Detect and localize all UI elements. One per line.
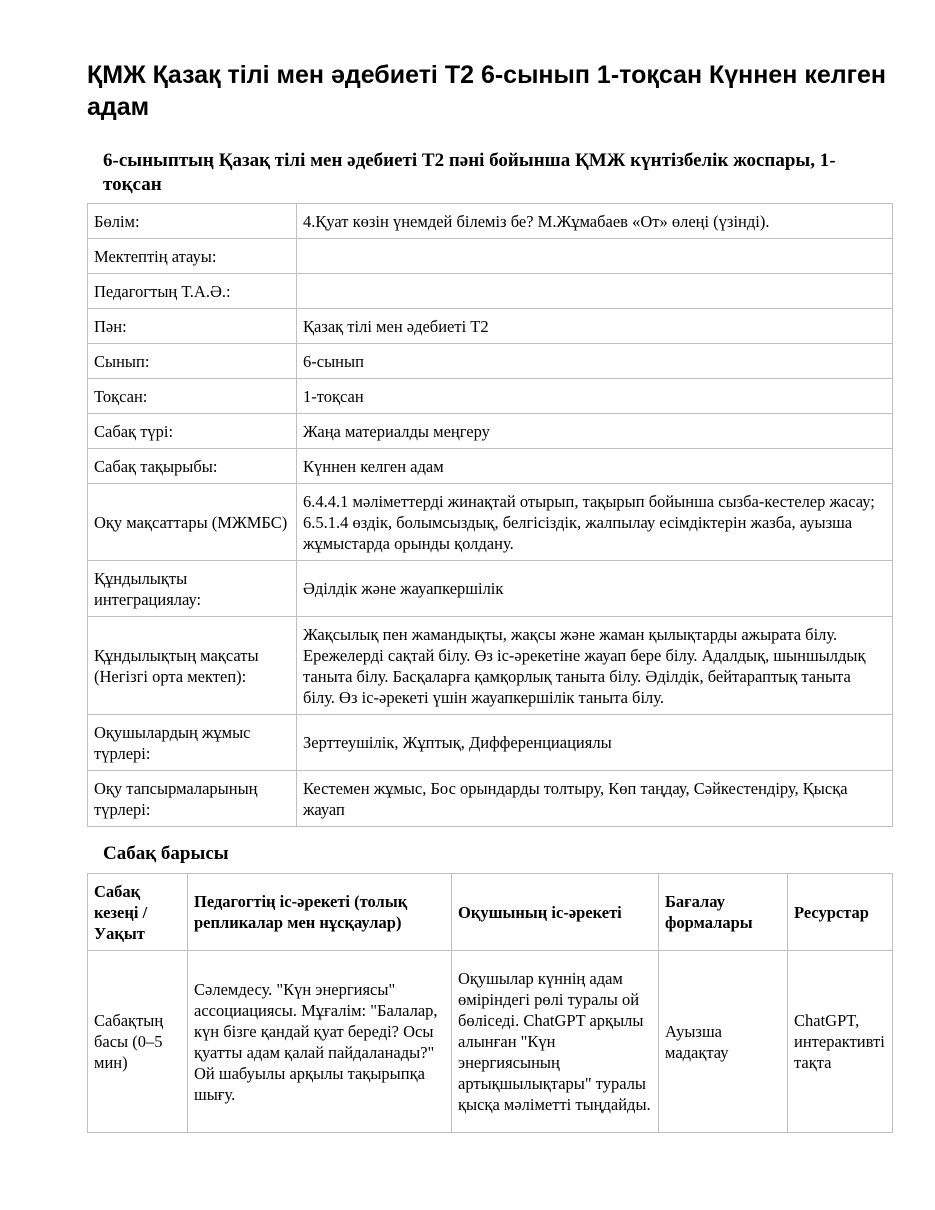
info-key: Құндылықты интеграциялау:: [88, 561, 297, 617]
table-row: [88, 715, 893, 771]
table-cell: Сәлемдесу. "Күн энергиясы" ассоциациясы. Мұғалім: "Балалар, күн бізге қандай қуат береді? Осы қуатты адам қалай пайдаланады?" Ой шабуылы арқылы тақырыпқа шығу.: [188, 951, 452, 1133]
column-header: Оқушының іс-әрекеті: [452, 874, 659, 951]
page-title: ҚМЖ Қазақ тілі мен әдебиеті Т2 6-сынып 1-тоқсан Күннен келген адам: [87, 61, 887, 121]
info-key: Оқушылардың жұмыс түрлері:: [88, 715, 297, 771]
info-key: Педагогтың Т.А.Ә.:: [88, 274, 297, 309]
column-header: Сабақ кезеңі / Уақыт: [88, 874, 188, 951]
info-value: [297, 239, 893, 274]
lesson-info-table: [87, 203, 893, 827]
info-key: Мектептің атауы:: [88, 239, 297, 274]
info-key: Оқу мақсаттары (МЖМБС): [88, 484, 297, 561]
table-row: [88, 414, 893, 449]
info-value: Кестемен жұмыс, Бос орындарды толтыру, Көп таңдау, Сәйкестендіру, Қысқа жауап: [297, 771, 893, 827]
info-key: Бөлім:: [88, 204, 297, 239]
table-row: [88, 484, 893, 561]
column-header: Ресурстар: [788, 874, 893, 951]
info-key: Пән:: [88, 309, 297, 344]
table-row: [88, 561, 893, 617]
info-key: Тоқсан:: [88, 379, 297, 414]
info-key: Сабақ тақырыбы:: [88, 449, 297, 484]
column-header: Бағалау формалары: [659, 874, 788, 951]
table-row: [88, 771, 893, 827]
plan-heading: 6-сыныптың Қазақ тілі мен әдебиеті Т2 пәні бойынша ҚМЖ күнтізбелік жоспары, 1-тоқсан: [103, 150, 836, 195]
column-header: Педагогтің іс-әрекеті (толық репликалар мен нұсқаулар): [188, 874, 452, 951]
info-key: Сабақ түрі:: [88, 414, 297, 449]
table-header-row: [88, 874, 893, 951]
table-cell: ChatGPT, интерактивті тақта: [788, 951, 893, 1133]
table-row: [88, 617, 893, 715]
table-row: [88, 449, 893, 484]
info-key: Құндылықтың мақсаты (Негізгі орта мектеп):: [88, 617, 297, 715]
info-value: 6.4.4.1 мәліметтерді жинақтай отырып, тақырып бойынша сызба-кестелер жасау; 6.5.1.4 өздік, болымсыздық, белгісіздік, жалпылау есімдіктерін жазба, ауызша жұмыстарда орынды қолдану.: [297, 484, 893, 561]
table-row: [88, 204, 893, 239]
lesson-flow-table: [87, 873, 893, 1133]
info-value: 6-сынып: [297, 344, 893, 379]
info-value: Зерттеушілік, Жұптық, Дифференциациялы: [297, 715, 893, 771]
table-row: [88, 274, 893, 309]
table-row: [88, 951, 893, 1133]
info-value: [297, 274, 893, 309]
info-value: Жақсылық пен жамандықты, жақсы және жаман қылықтарды ажырата білу. Ережелерді сақтай білу. Өз іс-әрекетіне жауап бере білу. Адалдық, шыншылдық таныта білу. Басқаларға қамқорлық таныта білу. Әділдік, бейтараптық таныта білу. Өз іс-әрекеті үшін жауапкершілік таныта білу.: [297, 617, 893, 715]
info-key: Сынып:: [88, 344, 297, 379]
table-row: [88, 239, 893, 274]
table-row: [88, 309, 893, 344]
info-value: 1-тоқсан: [297, 379, 893, 414]
table-cell: Ауызша мадақтау: [659, 951, 788, 1133]
info-value: 4.Қуат көзін үнемдей білеміз бе? М.Жұмабаев «От» өлеңі (үзінді).: [297, 204, 893, 239]
table-cell: Сабақтың басы (0–5 мин): [88, 951, 188, 1133]
table-cell: Оқушылар күннің адам өміріндегі рөлі туралы ой бөліседі. ChatGPT арқылы алынған "Күн энергиясының артықшылықтары" туралы қысқа мәліметті тыңдайды.: [452, 951, 659, 1133]
info-value: Қазақ тілі мен әдебиеті Т2: [297, 309, 893, 344]
table-row: [88, 379, 893, 414]
lesson-heading: Сабақ барысы: [103, 843, 229, 864]
table-row: [88, 344, 893, 379]
info-value: Күннен келген адам: [297, 449, 893, 484]
info-key: Оқу тапсырмаларының түрлері:: [88, 771, 297, 827]
info-value: Жаңа материалды меңгеру: [297, 414, 893, 449]
info-value: Әділдік және жауапкершілік: [297, 561, 893, 617]
